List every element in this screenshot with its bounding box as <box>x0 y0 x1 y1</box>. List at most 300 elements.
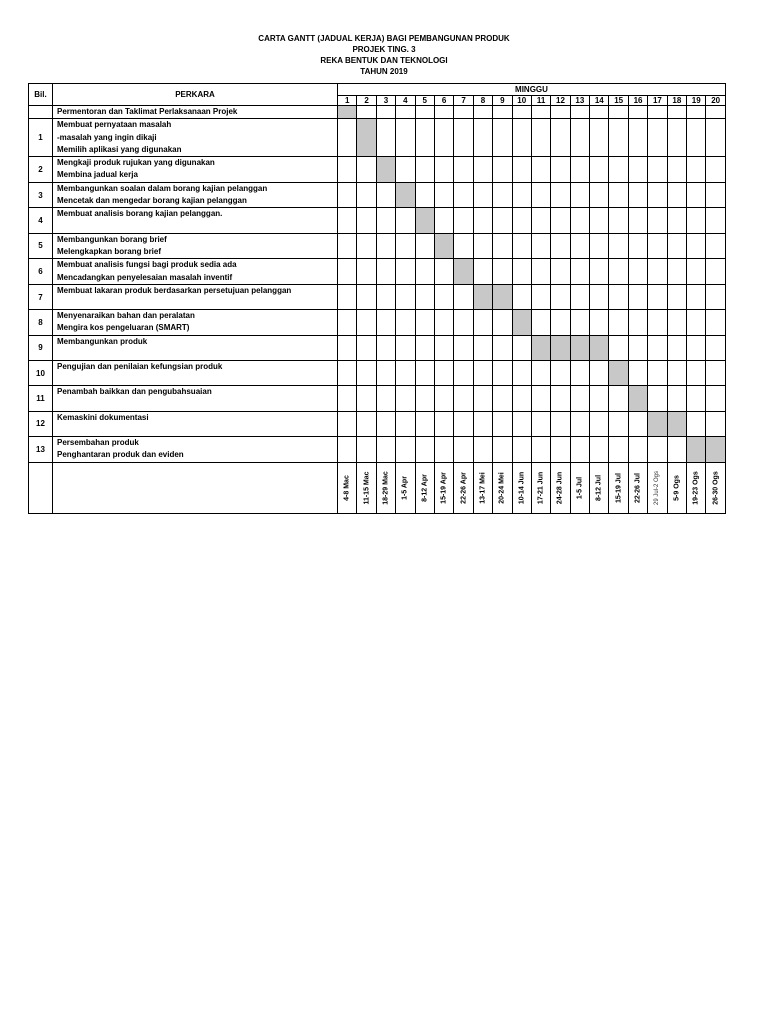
gantt-bar-cell <box>434 233 453 259</box>
gantt-empty-cell <box>687 182 706 208</box>
date-cell <box>706 462 726 513</box>
gantt-empty-cell <box>415 157 434 183</box>
date-cell <box>338 462 357 513</box>
gantt-empty-cell <box>531 386 550 411</box>
gantt-empty-cell <box>454 436 473 462</box>
gantt-empty-cell <box>531 436 550 462</box>
gantt-empty-cell <box>531 233 550 259</box>
gantt-empty-cell <box>590 284 609 309</box>
task-line: Membuat analisis borang kajian pelanggan. <box>57 209 223 219</box>
gantt-empty-cell <box>357 284 376 309</box>
gantt-empty-cell <box>551 208 570 233</box>
week-date-label: 15-19 Apr <box>440 471 448 504</box>
task-description <box>53 106 338 119</box>
gantt-empty-cell <box>415 310 434 336</box>
task-line <box>57 373 337 385</box>
task-description <box>53 233 338 259</box>
gantt-bar-cell <box>396 182 415 208</box>
week-number: 15 <box>609 96 628 106</box>
gantt-empty-cell <box>512 233 531 259</box>
gantt-empty-cell <box>687 106 706 119</box>
gantt-empty-cell <box>648 208 667 233</box>
gantt-empty-cell <box>706 386 726 411</box>
task-line: Membuat pernyataan masalah <box>57 120 172 130</box>
gantt-empty-cell <box>338 335 357 360</box>
task-description <box>53 310 338 336</box>
week-date-label: 22-26 Jul <box>634 472 642 503</box>
gantt-empty-cell <box>415 259 434 285</box>
gantt-empty-cell <box>396 436 415 462</box>
task-description <box>53 411 338 436</box>
date-row-spacer <box>53 462 338 513</box>
gantt-bar-cell <box>415 208 434 233</box>
week-number: 8 <box>473 96 492 106</box>
gantt-empty-cell <box>531 208 550 233</box>
gantt-empty-cell <box>667 182 686 208</box>
gantt-empty-cell <box>570 436 589 462</box>
date-cell <box>590 462 609 513</box>
gantt-empty-cell <box>434 259 453 285</box>
bil-header: Bil. <box>29 84 53 106</box>
date-row <box>29 462 726 513</box>
week-number: 19 <box>687 96 706 106</box>
gantt-empty-cell <box>512 119 531 157</box>
task-line: Membangunkan produk <box>57 336 148 346</box>
task-description <box>53 157 338 183</box>
gantt-empty-cell <box>570 361 589 386</box>
gantt-empty-cell <box>609 335 628 360</box>
gantt-empty-cell <box>473 106 492 119</box>
gantt-empty-cell <box>473 208 492 233</box>
gantt-empty-cell <box>415 106 434 119</box>
task-number: 4 <box>29 208 53 233</box>
gantt-empty-cell <box>512 335 531 360</box>
gantt-empty-cell <box>434 119 453 157</box>
gantt-empty-cell <box>415 411 434 436</box>
gantt-empty-cell <box>512 106 531 119</box>
week-number: 4 <box>396 96 415 106</box>
chart-titles <box>0 33 768 77</box>
task-number: 9 <box>29 335 53 360</box>
title-line-2: PROJEK TING. 3 <box>352 45 416 54</box>
gantt-empty-cell <box>357 436 376 462</box>
week-date-label: 29 Jul-2 Ogs <box>654 470 661 505</box>
date-cell <box>376 462 395 513</box>
gantt-empty-cell <box>473 157 492 183</box>
gantt-empty-cell <box>609 259 628 285</box>
gantt-empty-cell <box>531 411 550 436</box>
gantt-empty-cell <box>648 386 667 411</box>
task-number: 13 <box>29 436 53 462</box>
week-date-label: 24-28 Jun <box>556 471 564 504</box>
gantt-empty-cell <box>396 284 415 309</box>
task-line: Memilih aplikasi yang digunakan <box>57 144 182 154</box>
week-number: 9 <box>493 96 512 106</box>
gantt-empty-cell <box>531 182 550 208</box>
gantt-empty-cell <box>512 182 531 208</box>
gantt-empty-cell <box>338 259 357 285</box>
task-description <box>53 335 338 360</box>
gantt-empty-cell <box>338 233 357 259</box>
gantt-empty-cell <box>687 157 706 183</box>
gantt-empty-cell <box>687 208 706 233</box>
gantt-empty-cell <box>454 233 473 259</box>
gantt-empty-cell <box>357 182 376 208</box>
week-date-label: 5-9 Ogs <box>673 474 681 501</box>
gantt-empty-cell <box>434 284 453 309</box>
minggu-header: MINGGU <box>338 84 726 96</box>
gantt-empty-cell <box>648 157 667 183</box>
gantt-empty-cell <box>667 259 686 285</box>
gantt-empty-cell <box>493 436 512 462</box>
gantt-empty-cell <box>551 411 570 436</box>
gantt-empty-cell <box>396 106 415 119</box>
gantt-empty-cell <box>357 335 376 360</box>
date-cell <box>609 462 628 513</box>
gantt-empty-cell <box>687 119 706 157</box>
gantt-empty-cell <box>338 361 357 386</box>
gantt-empty-cell <box>551 386 570 411</box>
gantt-empty-cell <box>570 106 589 119</box>
gantt-empty-cell <box>415 233 434 259</box>
gantt-empty-cell <box>473 182 492 208</box>
gantt-empty-cell <box>357 411 376 436</box>
header-row <box>29 84 726 96</box>
gantt-empty-cell <box>648 284 667 309</box>
gantt-empty-cell <box>434 157 453 183</box>
task-row <box>29 208 726 233</box>
gantt-empty-cell <box>648 259 667 285</box>
task-number: 1 <box>29 119 53 157</box>
task-line: Mengkaji produk rujukan yang digunakan <box>57 158 215 168</box>
gantt-empty-cell <box>706 106 726 119</box>
gantt-empty-cell <box>609 233 628 259</box>
gantt-empty-cell <box>473 233 492 259</box>
gantt-empty-cell <box>687 233 706 259</box>
task-description <box>53 119 338 157</box>
week-number: 7 <box>454 96 473 106</box>
gantt-empty-cell <box>493 208 512 233</box>
gantt-empty-cell <box>706 361 726 386</box>
gantt-empty-cell <box>590 119 609 157</box>
gantt-empty-cell <box>454 386 473 411</box>
gantt-empty-cell <box>338 208 357 233</box>
gantt-empty-cell <box>376 106 395 119</box>
gantt-empty-cell <box>434 386 453 411</box>
gantt-empty-cell <box>376 386 395 411</box>
gantt-empty-cell <box>493 106 512 119</box>
gantt-bar-cell <box>473 284 492 309</box>
week-number: 12 <box>551 96 570 106</box>
gantt-empty-cell <box>454 157 473 183</box>
gantt-empty-cell <box>609 208 628 233</box>
gantt-empty-cell <box>551 436 570 462</box>
gantt-empty-cell <box>590 208 609 233</box>
date-cell <box>493 462 512 513</box>
gantt-empty-cell <box>628 436 647 462</box>
gantt-empty-cell <box>667 361 686 386</box>
gantt-empty-cell <box>667 106 686 119</box>
task-row <box>29 284 726 309</box>
gantt-empty-cell <box>357 233 376 259</box>
gantt-empty-cell <box>338 310 357 336</box>
gantt-bar-cell <box>648 411 667 436</box>
task-row <box>29 259 726 285</box>
gantt-empty-cell <box>687 284 706 309</box>
date-cell <box>473 462 492 513</box>
gantt-empty-cell <box>473 411 492 436</box>
gantt-empty-cell <box>706 119 726 157</box>
gantt-empty-cell <box>648 436 667 462</box>
gantt-empty-cell <box>357 361 376 386</box>
gantt-empty-cell <box>376 208 395 233</box>
gantt-empty-cell <box>473 259 492 285</box>
gantt-empty-cell <box>570 119 589 157</box>
task-row <box>29 386 726 411</box>
gantt-empty-cell <box>551 284 570 309</box>
task-number: 8 <box>29 310 53 336</box>
date-cell <box>415 462 434 513</box>
gantt-empty-cell <box>396 119 415 157</box>
gantt-empty-cell <box>493 411 512 436</box>
gantt-empty-cell <box>628 361 647 386</box>
date-cell <box>512 462 531 513</box>
week-number: 6 <box>434 96 453 106</box>
gantt-empty-cell <box>434 208 453 233</box>
gantt-empty-cell <box>590 182 609 208</box>
task-line: Penghantaran produk dan eviden <box>57 450 184 460</box>
gantt-empty-cell <box>609 310 628 336</box>
gantt-empty-cell <box>396 310 415 336</box>
gantt-empty-cell <box>454 182 473 208</box>
gantt-bar-cell <box>454 259 473 285</box>
gantt-empty-cell <box>706 182 726 208</box>
week-date-label: 18-29 Mac <box>382 470 390 505</box>
gantt-empty-cell <box>531 106 550 119</box>
task-line: Mencetak dan mengedar borang kajian pelanggan <box>57 196 247 206</box>
week-number: 3 <box>376 96 395 106</box>
gantt-empty-cell <box>590 310 609 336</box>
gantt-empty-cell <box>570 411 589 436</box>
gantt-empty-cell <box>531 119 550 157</box>
gantt-empty-cell <box>628 182 647 208</box>
gantt-empty-cell <box>493 182 512 208</box>
gantt-empty-cell <box>376 182 395 208</box>
task-description <box>53 182 338 208</box>
week-date-label: 10-14 Jun <box>518 471 526 504</box>
gantt-empty-cell <box>434 436 453 462</box>
gantt-empty-cell <box>551 182 570 208</box>
gantt-bar-cell <box>687 436 706 462</box>
gantt-empty-cell <box>454 361 473 386</box>
task-number: 3 <box>29 182 53 208</box>
gantt-empty-cell <box>434 411 453 436</box>
week-number: 13 <box>570 96 589 106</box>
week-date-label: 8-12 Apr <box>421 473 429 502</box>
task-line <box>57 221 337 233</box>
gantt-empty-cell <box>667 310 686 336</box>
date-cell <box>687 462 706 513</box>
task-number: 12 <box>29 411 53 436</box>
gantt-empty-cell <box>667 436 686 462</box>
gantt-empty-cell <box>667 233 686 259</box>
date-cell <box>570 462 589 513</box>
gantt-empty-cell <box>376 284 395 309</box>
gantt-empty-cell <box>609 106 628 119</box>
gantt-empty-cell <box>570 233 589 259</box>
gantt-empty-cell <box>415 284 434 309</box>
task-row <box>29 361 726 386</box>
gantt-empty-cell <box>376 436 395 462</box>
week-number: 2 <box>357 96 376 106</box>
gantt-empty-cell <box>396 361 415 386</box>
task-number <box>29 106 53 119</box>
date-cell <box>648 462 667 513</box>
gantt-bar-cell <box>493 284 512 309</box>
gantt-empty-cell <box>434 182 453 208</box>
gantt-empty-cell <box>493 386 512 411</box>
gantt-bar-cell <box>376 157 395 183</box>
week-number: 5 <box>415 96 434 106</box>
gantt-bar-cell <box>531 335 550 360</box>
task-description <box>53 361 338 386</box>
gantt-empty-cell <box>376 411 395 436</box>
task-row <box>29 436 726 462</box>
gantt-empty-cell <box>590 233 609 259</box>
gantt-empty-cell <box>648 335 667 360</box>
gantt-empty-cell <box>473 335 492 360</box>
gantt-empty-cell <box>551 361 570 386</box>
week-date-label: 1-5 Jul <box>576 476 584 499</box>
gantt-empty-cell <box>357 208 376 233</box>
gantt-empty-cell <box>512 259 531 285</box>
gantt-empty-cell <box>687 335 706 360</box>
gantt-empty-cell <box>628 284 647 309</box>
task-line <box>57 297 337 309</box>
gantt-empty-cell <box>570 208 589 233</box>
gantt-empty-cell <box>570 284 589 309</box>
gantt-empty-cell <box>667 386 686 411</box>
gantt-empty-cell <box>551 106 570 119</box>
task-line: Menyenaraikan bahan dan peralatan <box>57 311 195 321</box>
gantt-empty-cell <box>415 386 434 411</box>
week-date-label: 13-17 Mei <box>479 471 487 504</box>
gantt-empty-cell <box>434 310 453 336</box>
gantt-empty-cell <box>609 157 628 183</box>
task-row <box>29 310 726 336</box>
gantt-empty-cell <box>473 119 492 157</box>
gantt-empty-cell <box>667 119 686 157</box>
week-date-label: 4-8 Mac <box>343 474 351 501</box>
gantt-empty-cell <box>415 436 434 462</box>
gantt-empty-cell <box>590 259 609 285</box>
task-line: Membuat analisis fungsi bagi produk sedia ada <box>57 260 237 270</box>
date-cell <box>551 462 570 513</box>
gantt-bar-cell <box>512 310 531 336</box>
week-date-label: 22-26 Apr <box>460 471 468 504</box>
gantt-empty-cell <box>687 361 706 386</box>
week-date-label: 11-15 Mac <box>363 470 371 505</box>
gantt-empty-cell <box>609 386 628 411</box>
task-description <box>53 284 338 309</box>
gantt-empty-cell <box>551 233 570 259</box>
week-number: 17 <box>648 96 667 106</box>
gantt-empty-cell <box>706 310 726 336</box>
gantt-empty-cell <box>706 284 726 309</box>
week-date-label: 19-23 Ogs <box>692 470 700 505</box>
task-number: 2 <box>29 157 53 183</box>
task-line <box>57 424 337 436</box>
gantt-empty-cell <box>396 411 415 436</box>
task-line: Persembahan produk <box>57 437 139 447</box>
gantt-empty-cell <box>590 411 609 436</box>
gantt-empty-cell <box>512 284 531 309</box>
gantt-empty-cell <box>667 284 686 309</box>
gantt-empty-cell <box>590 386 609 411</box>
gantt-empty-cell <box>376 335 395 360</box>
week-number: 16 <box>628 96 647 106</box>
task-line: Pengujian dan penilaian kefungsian produk <box>57 362 223 372</box>
date-row-spacer <box>29 462 53 513</box>
week-number: 14 <box>590 96 609 106</box>
gantt-empty-cell <box>609 284 628 309</box>
task-line: Membuat lakaran produk berdasarkan persetujuan pelanggan <box>57 285 292 295</box>
gantt-empty-cell <box>706 233 726 259</box>
task-line: Melengkapkan borang brief <box>57 246 162 256</box>
gantt-empty-cell <box>338 436 357 462</box>
gantt-empty-cell <box>667 208 686 233</box>
gantt-empty-cell <box>454 310 473 336</box>
gantt-empty-cell <box>396 259 415 285</box>
date-cell <box>434 462 453 513</box>
perkara-header: PERKARA <box>53 84 338 106</box>
gantt-empty-cell <box>648 233 667 259</box>
task-description <box>53 208 338 233</box>
gantt-empty-cell <box>687 411 706 436</box>
gantt-empty-cell <box>473 361 492 386</box>
gantt-bar-cell <box>590 335 609 360</box>
gantt-empty-cell <box>357 259 376 285</box>
gantt-empty-cell <box>590 157 609 183</box>
gantt-empty-cell <box>570 182 589 208</box>
gantt-empty-cell <box>551 157 570 183</box>
gantt-empty-cell <box>454 208 473 233</box>
task-line: -masalah yang ingin dikaji <box>57 132 157 142</box>
task-number: 10 <box>29 361 53 386</box>
task-line: Penambah baikkan dan pengubahsuaian <box>57 387 212 397</box>
gantt-empty-cell <box>512 436 531 462</box>
task-row <box>29 233 726 259</box>
date-cell <box>396 462 415 513</box>
gantt-empty-cell <box>396 386 415 411</box>
title-line-1: CARTA GANTT (JADUAL KERJA) BAGI PEMBANGUNAN PRODUK <box>258 34 510 43</box>
task-line <box>57 399 337 411</box>
gantt-empty-cell <box>706 157 726 183</box>
gantt-empty-cell <box>434 335 453 360</box>
gantt-empty-cell <box>493 361 512 386</box>
gantt-empty-cell <box>648 119 667 157</box>
gantt-empty-cell <box>531 259 550 285</box>
gantt-empty-cell <box>648 361 667 386</box>
task-number: 7 <box>29 284 53 309</box>
gantt-empty-cell <box>628 259 647 285</box>
gantt-empty-cell <box>454 106 473 119</box>
gantt-empty-cell <box>667 335 686 360</box>
task-number: 5 <box>29 233 53 259</box>
gantt-empty-cell <box>493 233 512 259</box>
gantt-empty-cell <box>570 157 589 183</box>
gantt-empty-cell <box>357 157 376 183</box>
